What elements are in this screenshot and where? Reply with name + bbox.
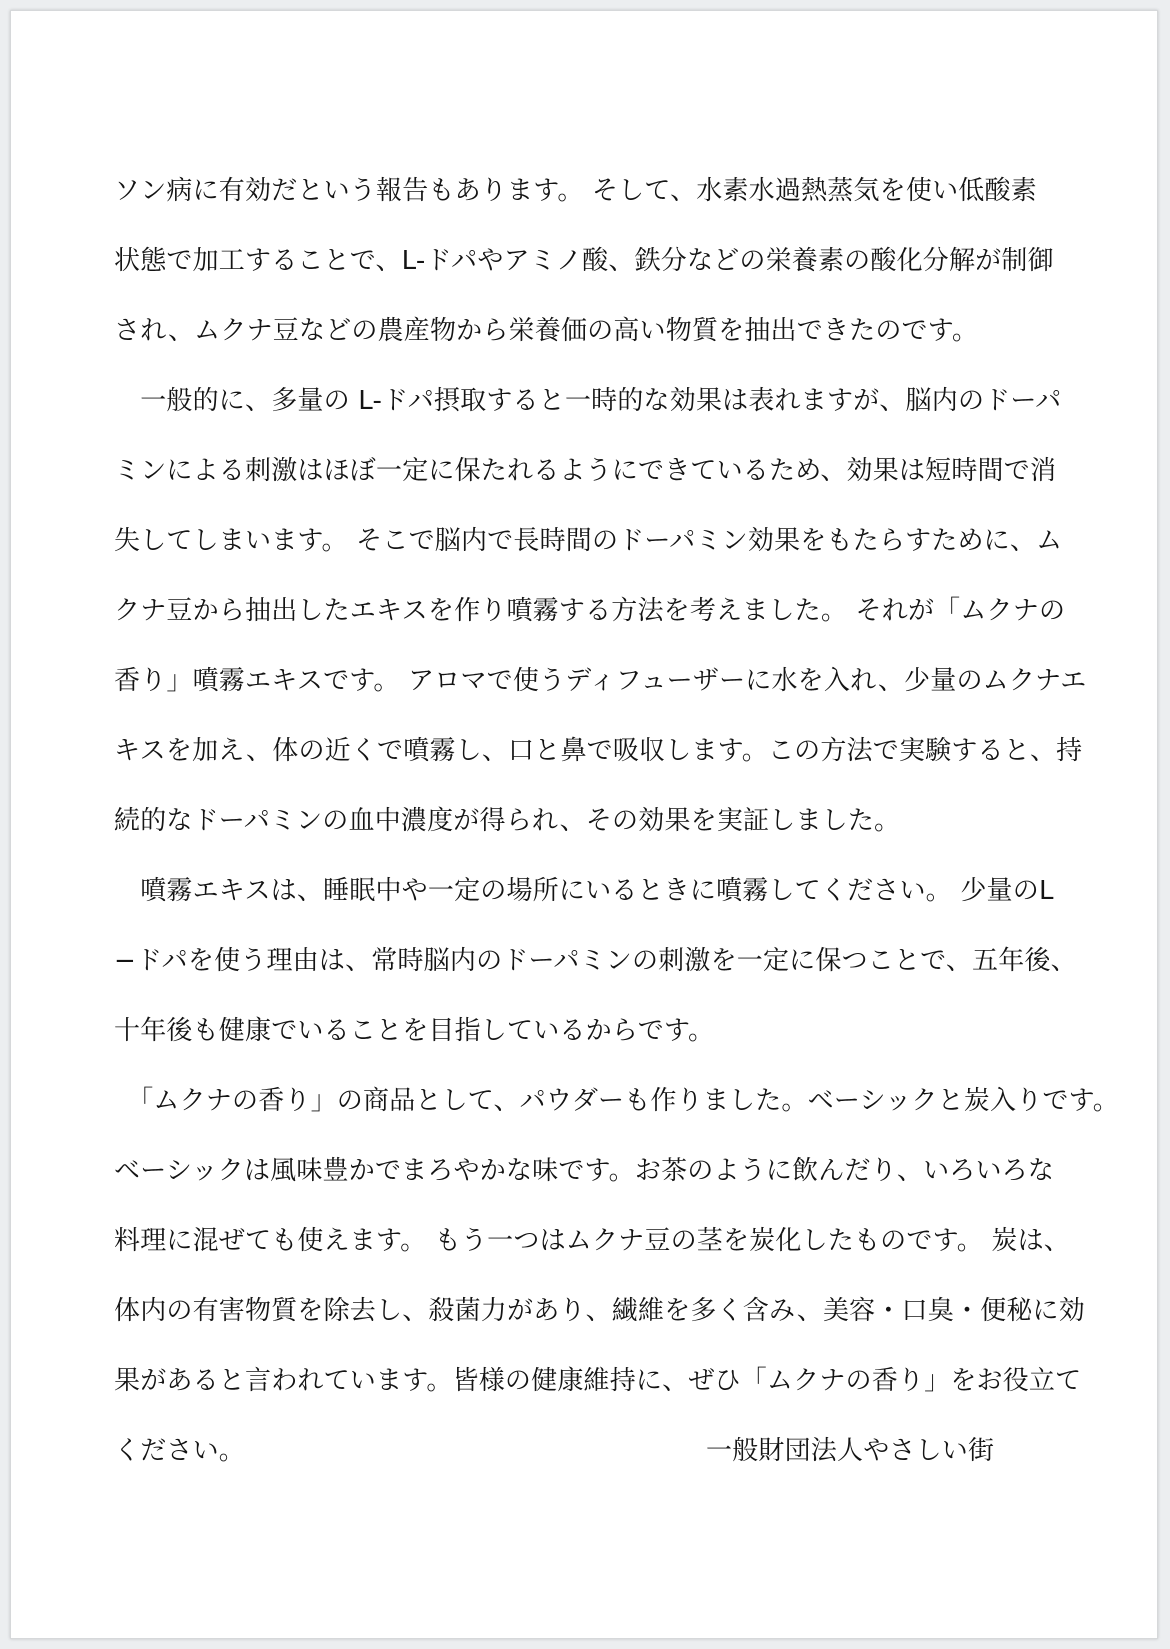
text-line: 「ムクナの香り」の商品として、パウダーも作りました。ベーシックと炭入りです。: [114, 1086, 1119, 1116]
text-line: 一般的に、多量の L-ドパ摂取すると一時的な効果は表れますが、脳内のドーパ: [114, 386, 1062, 416]
text-line: 噴霧エキスは、睡眠中や一定の場所にいるときに噴霧してください。 少量のL: [114, 876, 1054, 906]
text-line: 続的なドーパミンの血中濃度が得られ、その効果を実証しました。: [114, 806, 901, 836]
text-line: −ドパを使う理由は、常時脳内のドーパミンの刺激を一定に保つことで、五年後、: [114, 946, 1077, 976]
text-line: 香り」噴霧エキスです。 アロマで使うディフューザーに水を入れ、少量のムクナエ: [114, 666, 1087, 696]
closing-text: ください。: [114, 1436, 246, 1466]
closing-line: [114, 1416, 1094, 1486]
document-page: [10, 10, 1158, 1639]
organization-signature: 一般財団法人やさしい街: [706, 1436, 995, 1466]
body-text: [114, 156, 1119, 1486]
text-line: クナ豆から抽出したエキスを作り噴霧する方法を考えました。 それが「ムクナの: [114, 596, 1066, 626]
text-line: ミンによる刺激はほぼ一定に保たれるようにできているため、効果は短時間で消: [114, 456, 1057, 486]
text-line: され、ムクナ豆などの農産物から栄養価の高い物質を抽出できたのです。: [114, 316, 979, 346]
text-line: 状態で加工することで、L-ドパやアミノ酸、鉄分などの栄養素の酸化分解が制御: [114, 246, 1054, 276]
text-line: キスを加え、体の近くで噴霧し、口と鼻で吸収します。この方法で実験すると、持: [114, 736, 1083, 766]
text-line: ソン病に有効だという報告もあります。 そして、水素水過熱蒸気を使い低酸素: [114, 176, 1037, 206]
text-line: 十年後も健康でいることを目指しているからです。: [114, 1016, 715, 1046]
text-line: 料理に混ぜても使えます。 もう一つはムクナ豆の茎を炭化したものです。 炭は、: [114, 1226, 1070, 1256]
text-line: 失してしまいます。 そこで脳内で長時間のドーパミン効果をもたらすために、ム: [114, 526, 1063, 556]
text-line: 体内の有害物質を除去し、殺菌力があり、繊維を多く含み、美容・口臭・便秘に効: [114, 1296, 1085, 1326]
text-line: 果があると言われています。皆様の健康維持に、ぜひ「ムクナの香り」をお役立て: [114, 1366, 1082, 1396]
text-line: ベーシックは風味豊かでまろやかな味です。お茶のように飲んだり、いろいろな: [114, 1156, 1055, 1186]
